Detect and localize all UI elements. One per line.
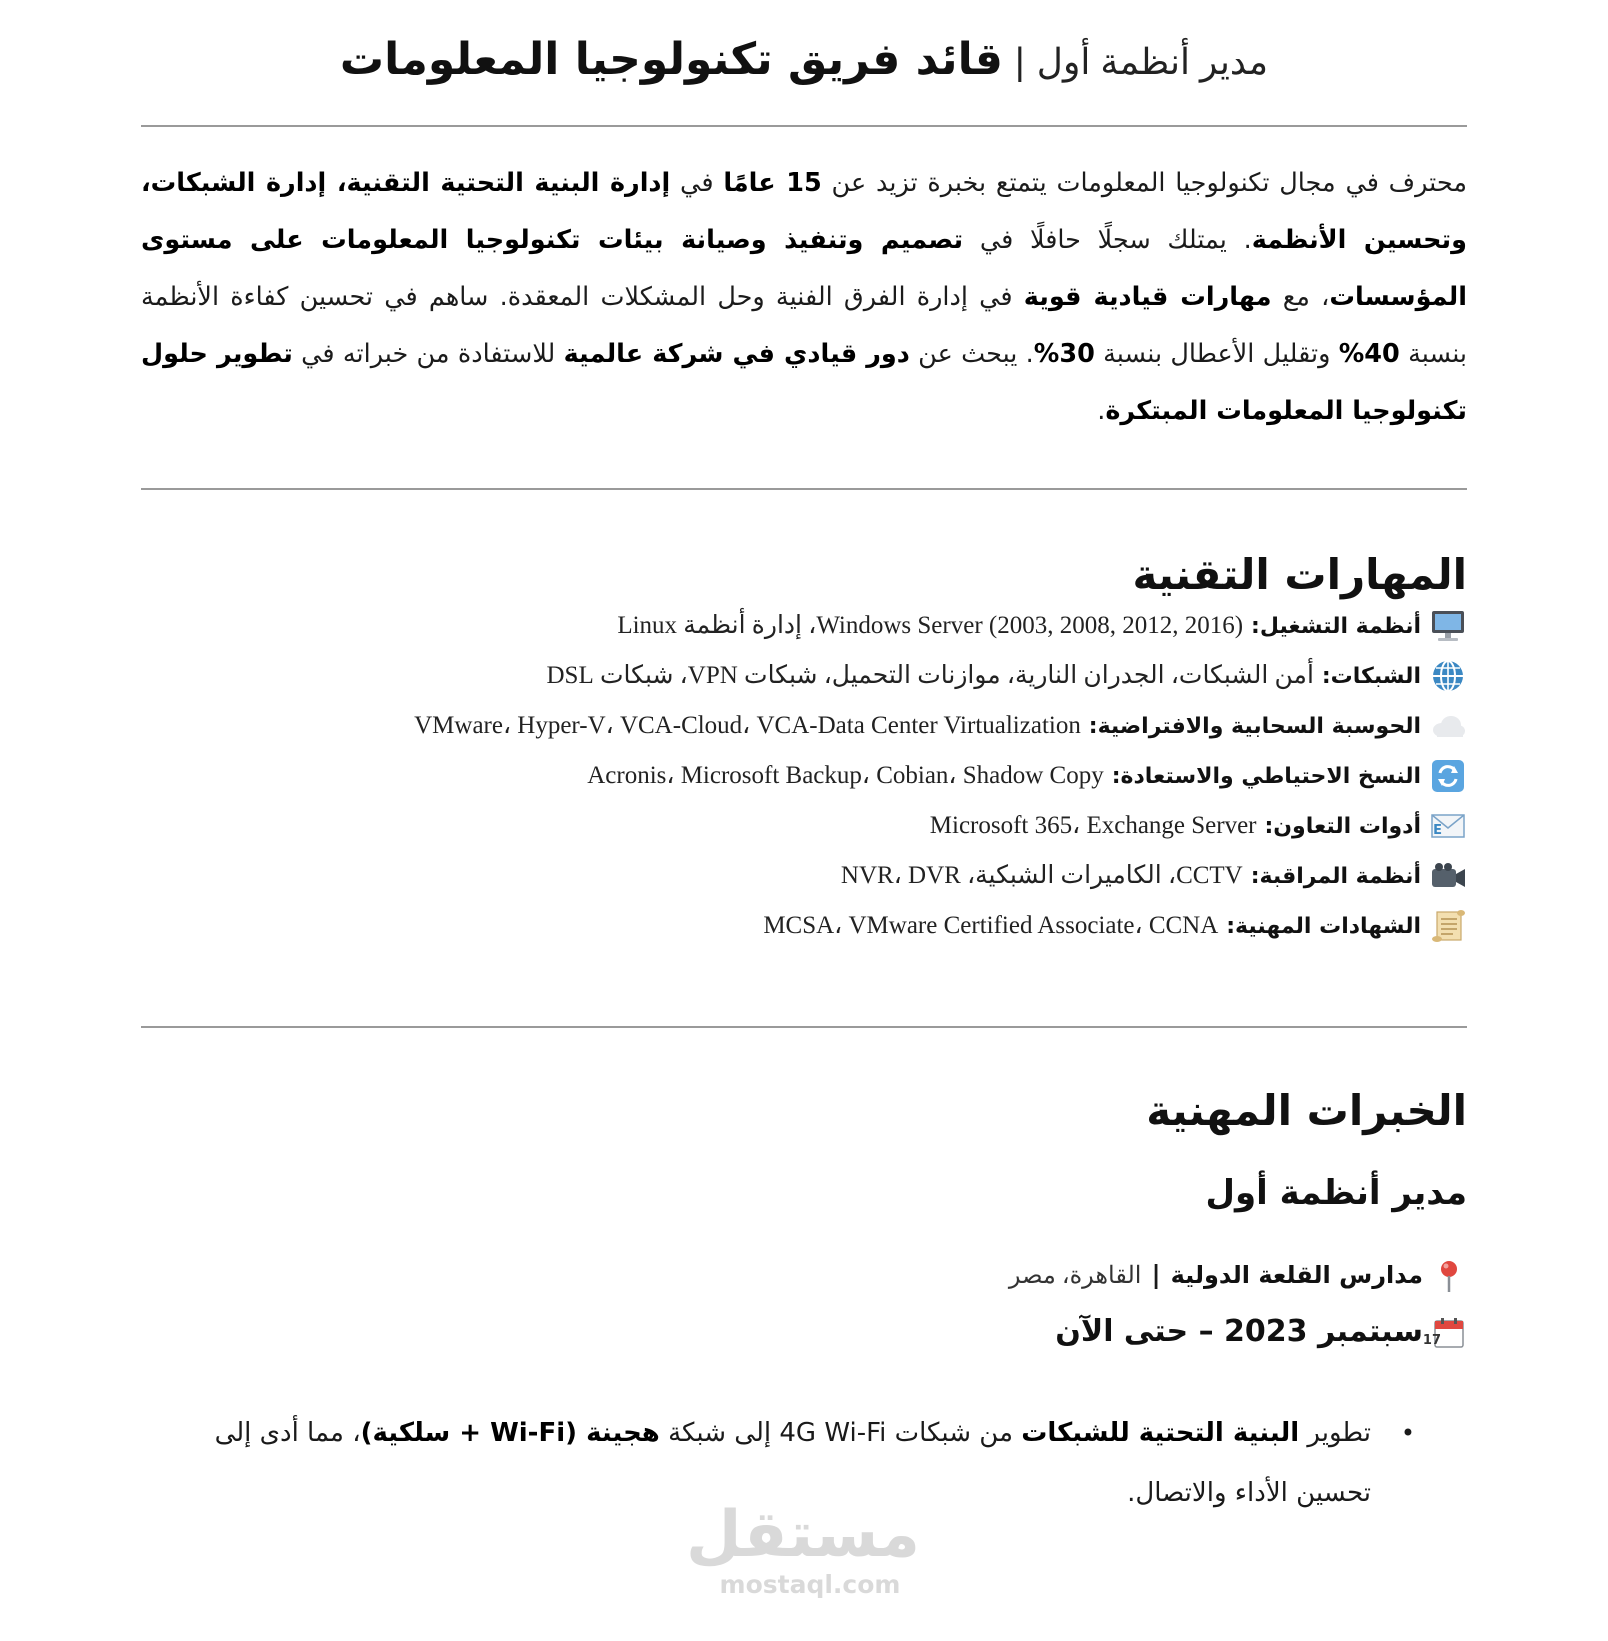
skill-label: الشبكات: [1321, 664, 1421, 689]
summary-text: محترف في مجال تكنولوجيا المعلومات يتمتع بخبرة تزيد عن [821, 168, 1467, 198]
mostaql-watermark [685, 1498, 920, 1600]
summary-highlight: تصميم وتنفيذ وصيانة بيئات تكنولوجيا المعلومات على مستوى المؤسسات [141, 225, 1467, 312]
job-location: القاهرة، مصر [1008, 1263, 1142, 1289]
summary-highlight: 40% [1338, 339, 1400, 369]
summary-text: للاستفادة من خبراته في [292, 339, 564, 369]
bullet-text: ، مما أدى إلى تحسين الأداء والاتصال. [214, 1418, 1371, 1508]
org-separator: | [1151, 1260, 1161, 1289]
skill-item [141, 700, 1467, 750]
pin-icon [1431, 1258, 1467, 1294]
summary-highlight: دور قيادي في شركة عالمية [563, 339, 910, 369]
skill-item [141, 900, 1467, 950]
organization-name: مدارس القلعة الدولية [1170, 1261, 1423, 1289]
job-period-line [1055, 1310, 1467, 1354]
bullet-highlight: هجينة (Wi-Fi + سلكية) [360, 1418, 660, 1448]
summary-paragraph [141, 155, 1467, 440]
email-icon [1429, 808, 1467, 844]
summary-text: وتقليل الأعطال بنسبة [1094, 339, 1339, 369]
skill-item [141, 850, 1467, 900]
skill-label: الشهادات المهنية: [1226, 914, 1421, 939]
skill-label: أنظمة التشغيل: [1251, 614, 1421, 639]
summary-highlight: 15 عامًا [723, 168, 822, 198]
skill-label: النسخ الاحتياطي والاستعادة: [1111, 764, 1421, 789]
skills-heading: المهارات التقنية [1132, 550, 1467, 599]
skill-value: Acronis، Microsoft Backup، Cobian، Shadow Copy [587, 762, 1104, 789]
skill-label: أنظمة المراقبة: [1250, 864, 1421, 889]
skill-value: Windows Server (2003, 2008, 2012, 2016)، إدارة أنظمة Linux [617, 612, 1244, 639]
skill-value: MCSA، VMware Certified Associate، CCNA [763, 912, 1219, 939]
skill-value: VMware، Hyper-V، VCA-Cloud، VCA-Data Center Virtualization [414, 712, 1081, 739]
skills-list [141, 600, 1467, 950]
skill-label: الحوسبة السحابية والافتراضية: [1088, 714, 1421, 739]
video-camera-icon [1429, 858, 1467, 894]
bullet-highlight: البنية التحتية للشبكات [1021, 1418, 1300, 1448]
skill-value: Microsoft 365، Exchange Server [929, 812, 1257, 839]
job-title-main: قائد فريق تكنولوجيا المعلومات [339, 34, 1003, 85]
skill-item [141, 750, 1467, 800]
experience-heading: الخبرات المهنية [1146, 1086, 1467, 1135]
divider [141, 125, 1467, 127]
bullet-text: من شبكات 4G Wi-Fi إلى شبكة [659, 1418, 1022, 1448]
skill-item [141, 600, 1467, 650]
skill-value: CCTV، الكاميرات الشبكية، NVR، DVR [840, 862, 1243, 889]
summary-highlight: تطوير حلول تكنولوجيا المعلومات المبتكرة [141, 339, 1467, 426]
scroll-icon [1429, 908, 1467, 944]
title-separator: | [1014, 41, 1025, 83]
summary-highlight: إدارة البنية التحتية التقنية، إدارة الشبكات، وتحسين الأنظمة [141, 168, 1467, 255]
svg-text:17: 17 [1422, 1332, 1441, 1348]
summary-text: في إدارة الفرق الفنية وحل المشكلات المعقدة. ساهم في تحسين كفاءة الأنظمة بنسبة [141, 282, 1467, 369]
cloud-icon [1429, 708, 1467, 744]
skill-value: أمن الشبكات، الجدران النارية، موازنات التحميل، شبكات VPN، شبكات DSL [546, 662, 1314, 689]
watermark-arabic: مستقل [685, 1498, 920, 1572]
refresh-arrows-icon [1429, 758, 1467, 794]
summary-text: . يبحث عن [909, 339, 1034, 369]
summary-highlight: مهارات قيادية قوية [1023, 282, 1272, 312]
summary-highlight: 30% [1033, 339, 1095, 369]
watermark-latin: mostaql.com [719, 1570, 901, 1599]
summary-text: في [670, 168, 724, 198]
divider [141, 1026, 1467, 1028]
skill-item [141, 650, 1467, 700]
job-period: سبتمبر 2023 – حتى الآن [1055, 1314, 1423, 1349]
summary-text: . يمتلك سجلًا حافلًا في [963, 225, 1252, 255]
svg-text:E: E [1433, 823, 1442, 838]
job-organization-line [1009, 1253, 1467, 1298]
bullet-text: تطوير [1299, 1418, 1371, 1448]
divider [141, 488, 1467, 490]
skill-label: أدوات التعاون: [1264, 814, 1421, 839]
summary-text: ، مع [1271, 282, 1330, 312]
calendar-icon [1422, 1315, 1467, 1351]
skill-item [141, 800, 1467, 850]
desktop-computer-icon [1429, 608, 1467, 644]
globe-icon [1429, 658, 1467, 694]
page-title [0, 30, 1608, 92]
summary-text: . [1097, 396, 1106, 426]
job-subtitle: مدير أنظمة أول [1036, 41, 1269, 82]
job-position-title: مدير أنظمة أول [1205, 1173, 1467, 1213]
